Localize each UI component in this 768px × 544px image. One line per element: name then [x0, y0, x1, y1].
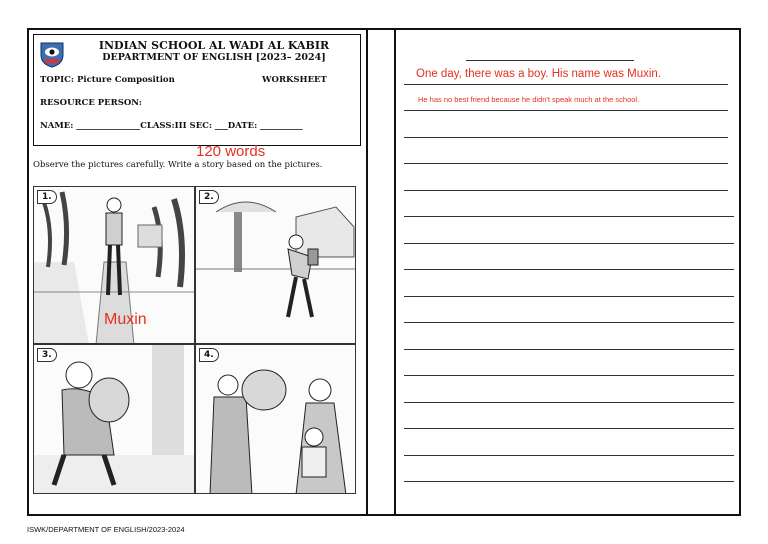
story-title-line [466, 60, 634, 61]
writing-line [404, 163, 728, 164]
writing-line [404, 137, 728, 138]
writing-line [404, 322, 734, 323]
panel-number-1: 1. [37, 190, 57, 204]
family-with-dog-illustration [196, 345, 356, 494]
department-title: DEPARTMENT OF ENGLISH [2023– 2024] [102, 52, 326, 63]
character-name-annotation: Muxin [104, 311, 147, 328]
boy-bending-near-tree-illustration [196, 187, 356, 344]
writing-line [404, 349, 734, 350]
topic-label: TOPIC: Picture Composition [40, 75, 175, 85]
footer-text: ISWK/DEPARTMENT OF ENGLISH/2023-2024 [27, 525, 185, 534]
panel-number-4: 4. [199, 348, 219, 362]
writing-line [404, 481, 734, 482]
student-info-line: NAME: _______________CLASS:III SEC: ___DATE: __________ [40, 121, 303, 131]
word-count-note: 120 words [196, 143, 266, 160]
writing-line [404, 110, 728, 111]
picture-panel-2 [195, 186, 356, 344]
writing-line [404, 190, 728, 191]
instruction-text: Observe the pictures carefully. Write a story based on the pictures. [33, 160, 323, 170]
writing-line [404, 269, 734, 270]
column-divider-left [366, 28, 368, 516]
column-divider-right [394, 28, 396, 516]
school-name: INDIAN SCHOOL AL WADI AL KABIR [98, 39, 330, 52]
panel-number-3: 3. [37, 348, 57, 362]
story-line-1[interactable]: One day, there was a boy. His name was Muxin. [416, 68, 662, 80]
writing-line [404, 402, 734, 403]
school-logo-icon [38, 40, 66, 68]
resource-person-label: RESOURCE PERSON: [40, 98, 142, 108]
writing-line [404, 84, 728, 85]
writing-line [404, 243, 734, 244]
panel-number-2: 2. [199, 190, 219, 204]
writing-line [404, 455, 734, 456]
picture-panel-3 [33, 344, 195, 494]
story-line-2[interactable]: He has no best friend because he didn't speak much at the school. [418, 95, 640, 104]
writing-line [404, 296, 734, 297]
worksheet-label: WORKSHEET [262, 75, 327, 85]
writing-line [404, 428, 734, 429]
boy-hugging-dog-illustration [34, 345, 195, 494]
picture-panel-4 [195, 344, 356, 494]
writing-line [404, 216, 734, 217]
writing-line [404, 375, 734, 376]
